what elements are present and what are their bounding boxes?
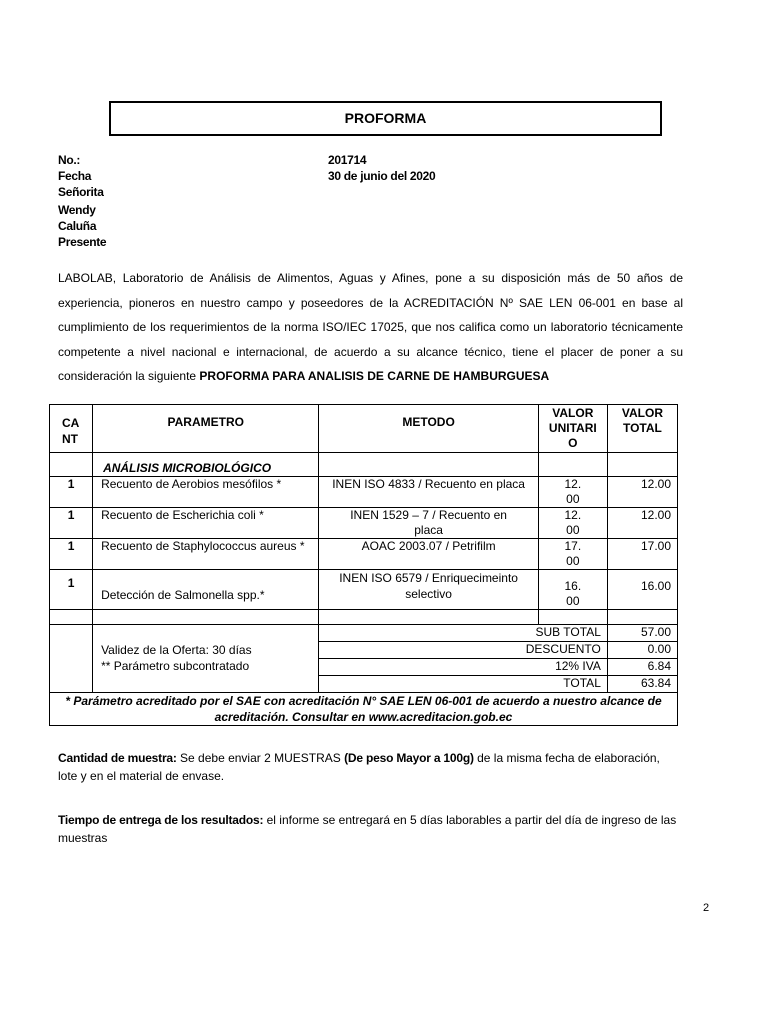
header-valor-total: VALOR TOTAL (607, 405, 677, 453)
intro-paragraph (58, 266, 683, 389)
iva-label: 12% IVA (319, 659, 607, 676)
row-metodo: INEN ISO 4833 / Recuento en placa (319, 477, 538, 508)
presente: Presente (58, 235, 107, 249)
subcontracted-text: ** Parámetro subcontratado (101, 659, 250, 673)
recipient-first-name: Wendy (58, 203, 96, 217)
row-metodo: AOAC 2003.07 / Petrifilm (319, 539, 538, 570)
row-parametro: Recuento de Escherichia coli * (93, 508, 319, 539)
total-label: TOTAL (319, 676, 607, 693)
table-row (50, 508, 678, 539)
table-header-row (50, 405, 678, 453)
document-title: PROFORMA (109, 101, 662, 136)
row-valor-total: 12.00 (607, 477, 677, 508)
row-cant: 1 (50, 539, 93, 570)
quote-table (49, 404, 678, 726)
row-valor-total: 17.00 (607, 539, 677, 570)
row-cant: 1 (50, 570, 93, 610)
tiempo-paragraph: Tiempo de entrega de los resultados: el informe se entregará en 5 días laborables a partir del día de ingreso de las muestras (58, 813, 677, 845)
section-title: ANÁLISIS MICROBIOLÓGICO (93, 453, 319, 477)
row-metodo: INEN 1529 – 7 / Recuento en placa (319, 508, 538, 539)
cantidad-bold: (De peso Mayor a 100g) (344, 751, 474, 765)
discount-label: DESCUENTO (319, 642, 607, 659)
cantidad-paragraph: Cantidad de muestra: Se debe enviar 2 MUESTRAS (De peso Mayor a 100g) de la misma fecha de elaboración, lote y en el material de envase. (58, 751, 660, 783)
header-metodo: METODO (319, 405, 538, 453)
validity-notes (93, 625, 319, 693)
row-cant: 1 (50, 477, 93, 508)
no-value: 201714 (328, 153, 367, 167)
intro-text: LABOLAB, Laboratorio de Análisis de Alimentos, Aguas y Afines, pone a su disposición más de 50 años de experiencia, pioneros en nuestro campo y poseedores de la ACREDITACIÓN Nº SAE LEN 06-001 en base al cumplimiento de los requerimientos de la norma ISO/IEC 17025, que nos califica como un laboratorio técnicamente competente a nivel nacional e internacional, de acuerdo a su alcance técnico, tiene el placer de poner a su consideración la siguiente (58, 271, 683, 383)
total-value: 63.84 (607, 676, 677, 693)
iva-value: 6.84 (607, 659, 677, 676)
table-row (50, 570, 678, 610)
totals-row (50, 625, 678, 642)
row-parametro: Recuento de Staphylococcus aureus * (93, 539, 319, 570)
page-number: 2 (703, 902, 710, 914)
row-cant: 1 (50, 508, 93, 539)
intro-bold: PROFORMA PARA ANALISIS DE CARNE DE HAMBURGUESA (199, 369, 550, 383)
fecha-label: Fecha (58, 169, 92, 183)
salutation: Señorita (58, 185, 104, 199)
subtotal-label: SUB TOTAL (319, 625, 607, 642)
discount-value: 0.00 (607, 642, 677, 659)
row-valor-total: 12.00 (607, 508, 677, 539)
section-row (50, 453, 678, 477)
validity-text: Validez de la Oferta: 30 días (101, 643, 252, 657)
empty-row (50, 610, 678, 625)
cantidad-label: Cantidad de muestra: (58, 751, 177, 765)
row-parametro: Detección de Salmonella spp.* (93, 570, 319, 610)
accreditation-note: * Parámetro acreditado por el SAE con acreditación N° SAE LEN 06-001 de acuerdo a nuestro alcance de acreditación. Consultar en www.acreditacion.gob.ec (50, 693, 678, 726)
fecha-value: 30 de junio del 2020 (328, 169, 436, 183)
accreditation-note-row (50, 693, 678, 726)
recipient-last-name: Caluña (58, 219, 97, 233)
row-valor-unitario: 12. 00 (538, 508, 607, 539)
row-valor-unitario: 17. 00 (538, 539, 607, 570)
table-row (50, 539, 678, 570)
table-row (50, 477, 678, 508)
subtotal-value: 57.00 (607, 625, 677, 642)
row-valor-total: 16.00 (607, 570, 677, 610)
header-valor-unitario: VALOR UNITARI O (538, 405, 607, 453)
no-label: No.: (58, 153, 81, 167)
tiempo-label: Tiempo de entrega de los resultados: (58, 813, 264, 827)
row-valor-unitario: 12. 00 (538, 477, 607, 508)
header-parametro: PARAMETRO (93, 405, 319, 453)
row-valor-unitario: 16. 00 (538, 570, 607, 610)
row-parametro: Recuento de Aerobios mesófilos * (93, 477, 319, 508)
header-cant: CA NT (50, 405, 93, 453)
row-metodo: INEN ISO 6579 / Enriquecimeinto selectivo (319, 570, 538, 610)
